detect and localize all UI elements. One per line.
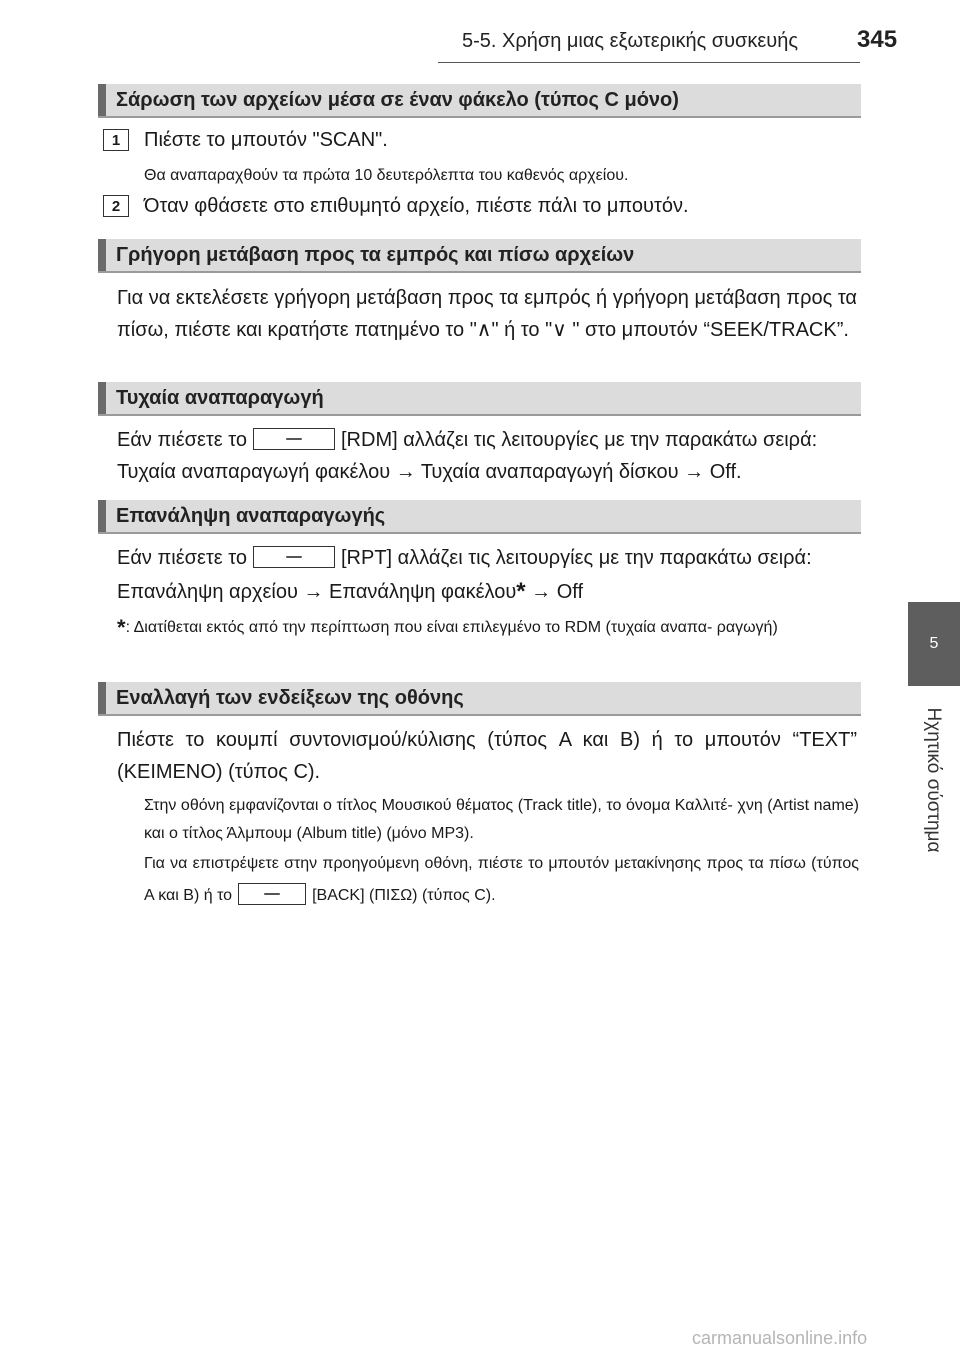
display-note-2 xyxy=(144,848,859,912)
repeat-footnote xyxy=(117,614,857,642)
rpt-button-icon xyxy=(253,546,335,568)
section-bar xyxy=(98,382,106,414)
display-note-1: Στην οθόνη εμφανίζονται ο τίτλος Μουσικού θέματος (Track title), το όνομα Καλλιτέ- χνη (Artist name) και ο τίτλος Άλμπουμ (Album title) (μόνο MP3). xyxy=(144,797,859,842)
footnote-text: : Διατίθεται εκτός από την περίπτωση που είναι επιλεγμένο το RDM (τυχαία αναπα- ραγωγή) xyxy=(125,619,778,636)
section-bar xyxy=(98,84,106,116)
section-header-random xyxy=(98,382,861,416)
repeat-sequence xyxy=(117,576,857,608)
page-number: 345 xyxy=(857,26,898,53)
random-text-after: [RDM] αλλάζει τις λειτουργίες με την παρακάτω σειρά: xyxy=(341,429,818,451)
section-bar xyxy=(98,239,106,271)
footnote-marker: * xyxy=(516,578,526,605)
random-text-before: Εάν πιέσετε το xyxy=(117,429,247,451)
back-button-icon xyxy=(238,883,306,905)
repeat-text-after: [RPT] αλλάζει τις λειτουργίες με την παρακάτω σειρά: xyxy=(341,547,812,569)
rdm-button-icon xyxy=(253,428,335,450)
repeat-sequence-b: → Off xyxy=(525,581,584,603)
step-1-text: Πιέστε το μπουτόν "SCAN". xyxy=(144,129,388,151)
section-header-display xyxy=(98,682,861,716)
display-note-2-before: Για να επιστρέψετε στην προηγούμενη οθόνη, πιέστε το μπουτόν μετακίνησης προς τα πίσω (τύπος A και B) ή το xyxy=(144,855,859,904)
step-number-1: 1 xyxy=(103,129,129,151)
section-title: Τυχαία αναπαραγωγή xyxy=(116,387,324,409)
section-header-scan xyxy=(98,84,861,118)
random-sequence: Τυχαία αναπαραγωγή φακέλου → Τυχαία αναπαραγωγή δίσκου → Off. xyxy=(117,461,742,483)
section-title: Σάρωση των αρχείων μέσα σε έναν φάκελο (τύπος C μόνο) xyxy=(116,89,679,111)
footnote-star: * xyxy=(117,615,126,640)
header-divider xyxy=(438,62,860,63)
display-note-2-after: [BACK] (ΠΙΣΩ) (τύπος C). xyxy=(312,887,496,904)
chapter-title: Ηχητικό σύστημα xyxy=(923,707,944,853)
section-title: Επανάληψη αναπαραγωγής xyxy=(116,505,386,527)
step-2-text: Όταν φθάσετε στο επιθυμητό αρχείο, πιέστε πάλι το μπουτόν. xyxy=(144,195,689,217)
random-text xyxy=(117,424,857,488)
section-bar xyxy=(98,682,106,714)
header-section-title: 5-5. Χρήση μιας εξωτερικής συσκευής xyxy=(462,30,799,52)
section-header-seek xyxy=(98,239,861,273)
repeat-sequence-a: Επανάληψη αρχείου → Επανάληψη φακέλου xyxy=(117,581,517,603)
section-title: Γρήγορη μετάβαση προς τα εμπρός και πίσω αρχείων xyxy=(116,244,635,266)
chapter-tab xyxy=(908,602,960,686)
section-title: Εναλλαγή των ενδείξεων της οθόνης xyxy=(116,687,464,709)
step-1-note: Θα αναπαραχθούν τα πρώτα 10 δευτερόλεπτα του καθενός αρχείου. xyxy=(144,167,629,184)
repeat-text-before: Εάν πιέσετε το xyxy=(117,547,247,569)
display-text: Πιέστε το κουμπί συντονισμού/κύλισης (τύπος A και B) ή το μπουτόν “TEXT” (ΚΕΙΜΕΝΟ) (τύπος C). xyxy=(117,729,857,783)
seek-text: Για να εκτελέσετε γρήγορη μετάβαση προς τα εμπρός ή γρήγορη μετάβαση προς τα πίσω, πιέστε και κρατήστε πατημένο το "∧" ή το "∨ " στο μπουτόν “SEEK/TRACK”. xyxy=(117,287,857,341)
section-bar xyxy=(98,500,106,532)
step-number-2: 2 xyxy=(103,195,129,217)
section-header-repeat xyxy=(98,500,861,534)
watermark: carmanualsonline.info xyxy=(692,1328,868,1348)
chapter-number: 5 xyxy=(929,635,939,652)
repeat-text xyxy=(117,542,857,574)
